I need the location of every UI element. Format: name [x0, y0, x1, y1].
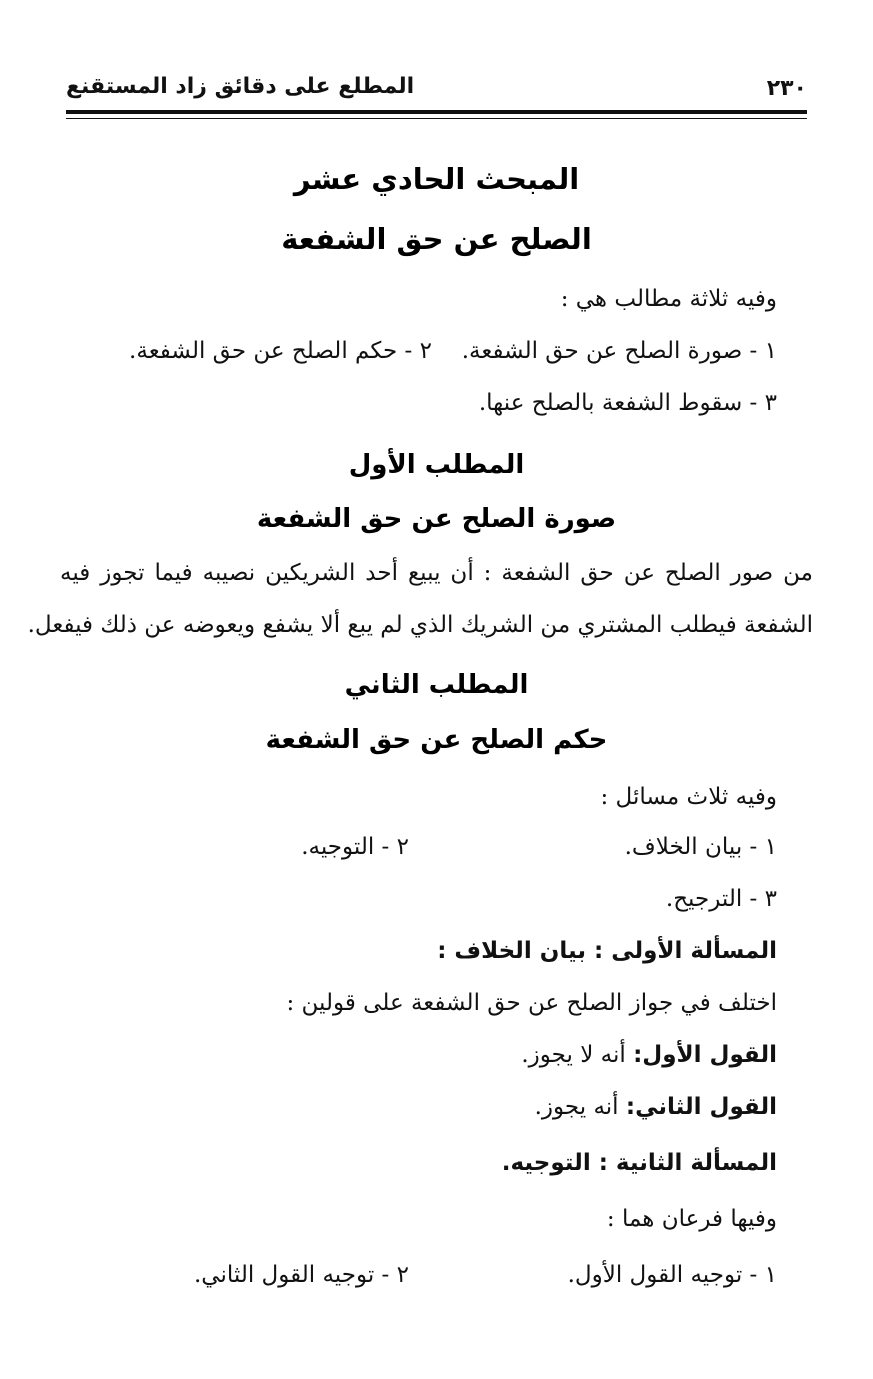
- section-intro: وفيه ثلاثة مطالب هي :: [560, 286, 777, 312]
- qawl1-label: القول الأول:: [633, 1042, 777, 1068]
- running-header: [66, 70, 807, 110]
- matlab2-intro: وفيه ثلاث مسائل :: [600, 784, 777, 810]
- qawl1-text: أنه لا يجوز.: [521, 1042, 634, 1068]
- header-rule-thick: [66, 110, 807, 114]
- list-item: ٣ - سقوط الشفعة بالصلح عنها.: [478, 390, 777, 416]
- masala2-intro: وفيها فرعان هما :: [606, 1206, 777, 1232]
- matlab2-title: المطلب الثاني: [344, 670, 529, 700]
- masala2-heading: المسألة الثانية : التوجيه.: [501, 1150, 777, 1176]
- book-title: المطلع على دقائق زاد المستقنع: [66, 74, 415, 99]
- qawl2-line: [60, 1094, 777, 1122]
- section-subtitle: الصلح عن حق الشفعة: [281, 222, 592, 256]
- masala2-items-row-1: [60, 1262, 777, 1294]
- paragraph-line: الشفعة فيطلب المشتري من الشريك الذي لم يبع ألا يشفع ويعوضه عن ذلك فيفعل.: [27, 612, 813, 638]
- section-title: المبحث الحادي عشر: [293, 162, 580, 196]
- qawl1-line: [60, 1042, 777, 1070]
- list-item: ١ - بيان الخلاف.: [624, 834, 777, 860]
- list-item: ٢ - توجيه القول الثاني.: [193, 1262, 409, 1288]
- list-item: ١ - توجيه القول الأول.: [567, 1262, 777, 1288]
- section-items-row-1: [60, 338, 777, 370]
- paragraph-line: من صور الصلح عن حق الشفعة : أن يبيع أحد الشريكين نصيبه فيما تجوز فيه: [60, 560, 813, 586]
- matlab1-subtitle: صورة الصلح عن حق الشفعة: [256, 504, 617, 534]
- matlab2-items-row-1: [60, 834, 777, 866]
- list-item: ٢ - التوجيه.: [301, 834, 409, 860]
- page-number: ٢٣٠: [766, 76, 807, 101]
- list-item: ١ - صورة الصلح عن حق الشفعة.: [461, 338, 777, 364]
- matlab1-title: المطلب الأول: [348, 450, 525, 480]
- masala1-heading: المسألة الأولى : بيان الخلاف :: [437, 938, 777, 964]
- list-item: ٢ - حكم الصلح عن حق الشفعة.: [129, 338, 432, 364]
- masala1-text: اختلف في جواز الصلح عن حق الشفعة على قولين :: [286, 990, 777, 1016]
- qawl2-label: القول الثاني:: [625, 1094, 777, 1120]
- qawl2-text: أنه يجوز.: [534, 1094, 626, 1120]
- matlab2-subtitle: حكم الصلح عن حق الشفعة: [265, 725, 608, 755]
- list-item: ٣ - الترجيح.: [665, 886, 777, 912]
- header-rule-thin: [66, 118, 807, 119]
